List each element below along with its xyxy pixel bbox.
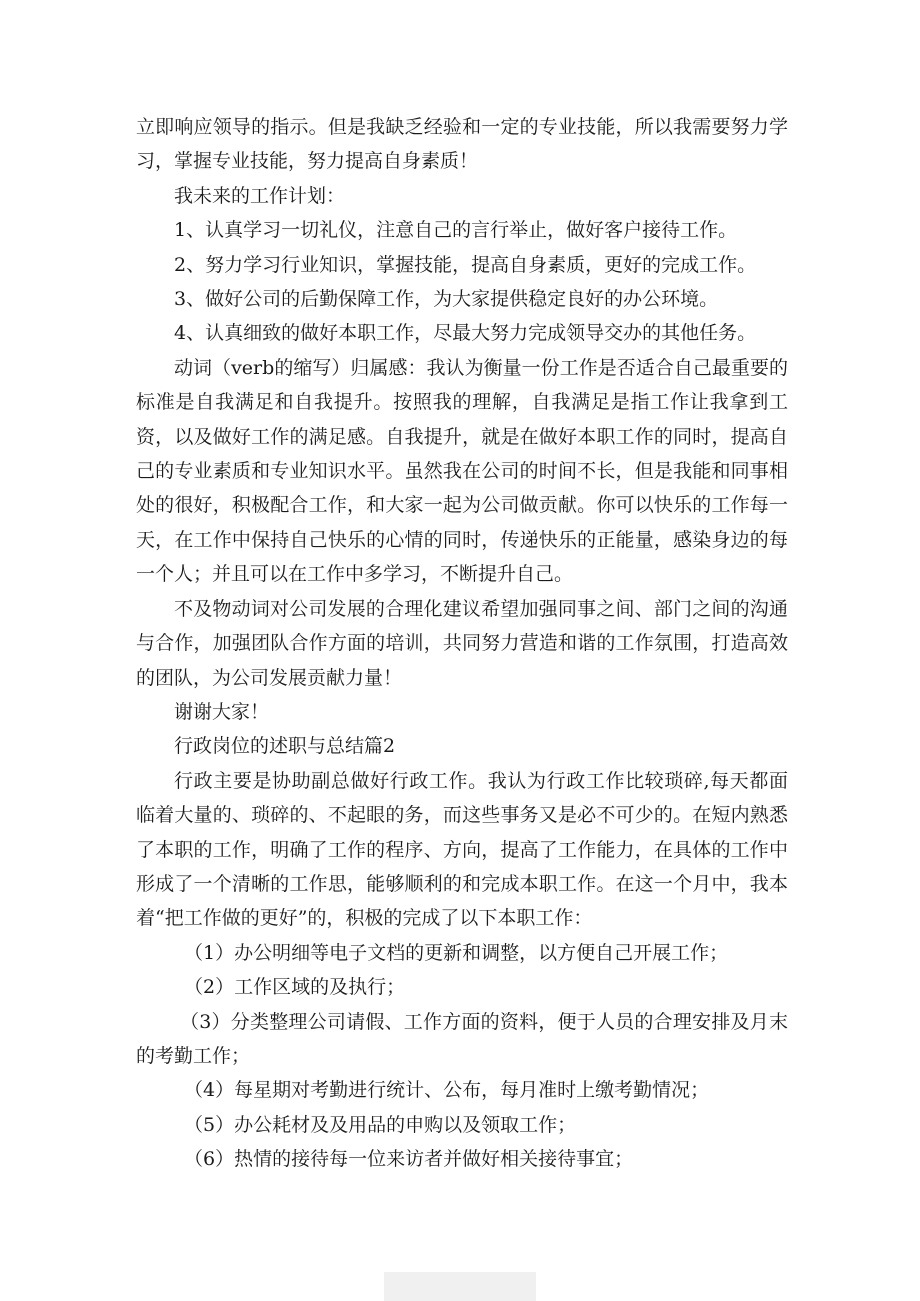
suggestion-paragraph: 不及物动词对公司发展的合理化建议希望加强同事之间、部门之间的沟通与合作，加强团队合作方面的培训，共同努力营造和谐的工作氛围，打造高效的团队，为公司发展贡献力量！ [136, 597, 788, 689]
thanks-line: 谢谢大家！ [174, 700, 270, 723]
duty-item-4: （4）每星期对考勤进行统计、公布，每月准时上缴考勤情况； [184, 1079, 710, 1102]
duty-item-3: （3）分类整理公司请假、工作方面的资料，便于人员的合理安排及月末的考勤工作； [136, 1010, 788, 1067]
plan-item-2: 2、努力学习行业知识，掌握技能，提高自身素质，更好的完成工作。 [174, 253, 757, 276]
admin-intro-paragraph: 行政主要是协助副总做好行政工作。我认为行政工作比较琐碎,每天都面临着大量的、琐碎的、不起眼的务，而这些事务又是必不可少的。在短内熟悉了本职的工作，明确了工作的程序、方向，提高了工作能力，在具体的工作中形成了一个清晰的工作思，能够顺利的和完成本职工作。在这一个月中，我本着“把工作做的更好”的，积极的完成了以下本职工作： [136, 769, 788, 930]
duty-item-2: （2）工作区域的及执行； [184, 976, 406, 999]
duty-item-1: （1）办公明细等电子文档的更新和调整，以方便自己开展工作； [184, 941, 729, 964]
paragraph-continuation: 立即响应领导的指示。但是我缺乏经验和一定的专业技能，所以我需要努力学习，掌握专业技能，努力提高自身素质！ [136, 116, 788, 173]
section-title: 行政岗位的述职与总结篇2 [174, 735, 396, 758]
duty-item-6: （6）热情的接待每一位来访者并做好相关接待事宜； [184, 1148, 634, 1171]
plan-item-3: 3、做好公司的后勤保障工作，为大家提供稳定良好的办公环境。 [174, 288, 719, 311]
duty-item-5: （5）办公耗材及及用品的申购以及领取工作； [184, 1113, 577, 1136]
belonging-paragraph: 动词（verb的缩写）归属感：我认为衡量一份工作是否适合自己最重要的标准是自我满足和自我提升。按照我的理解，自我满足是指工作让我拿到工资，以及做好工作的满足感。自我提升，就是在做好本职工作的同时，提高自己的专业素质和专业知识水平。虽然我在公司的时间不长，但是我能和同事相处的很好，积极配合工作，和大家一起为公司做贡献。你可以快乐的工作每一天，在工作中保持自己快乐的心情的同时，传递快乐的正能量，感染身边的每一个人；并且可以在工作中多学习，不断提升自己。 [136, 356, 788, 586]
plan-item-1: 1、认真学习一切礼仪，注意自己的言行举止，做好客户接待工作。 [174, 219, 738, 242]
document-body [136, 110, 788, 1177]
plan-item-4: 4、认真细致的做好本职工作，尽最大努力完成领导交办的其他任务。 [174, 322, 757, 345]
page-footer-bar [384, 1272, 536, 1301]
plan-heading: 我未来的工作计划： [174, 184, 346, 207]
